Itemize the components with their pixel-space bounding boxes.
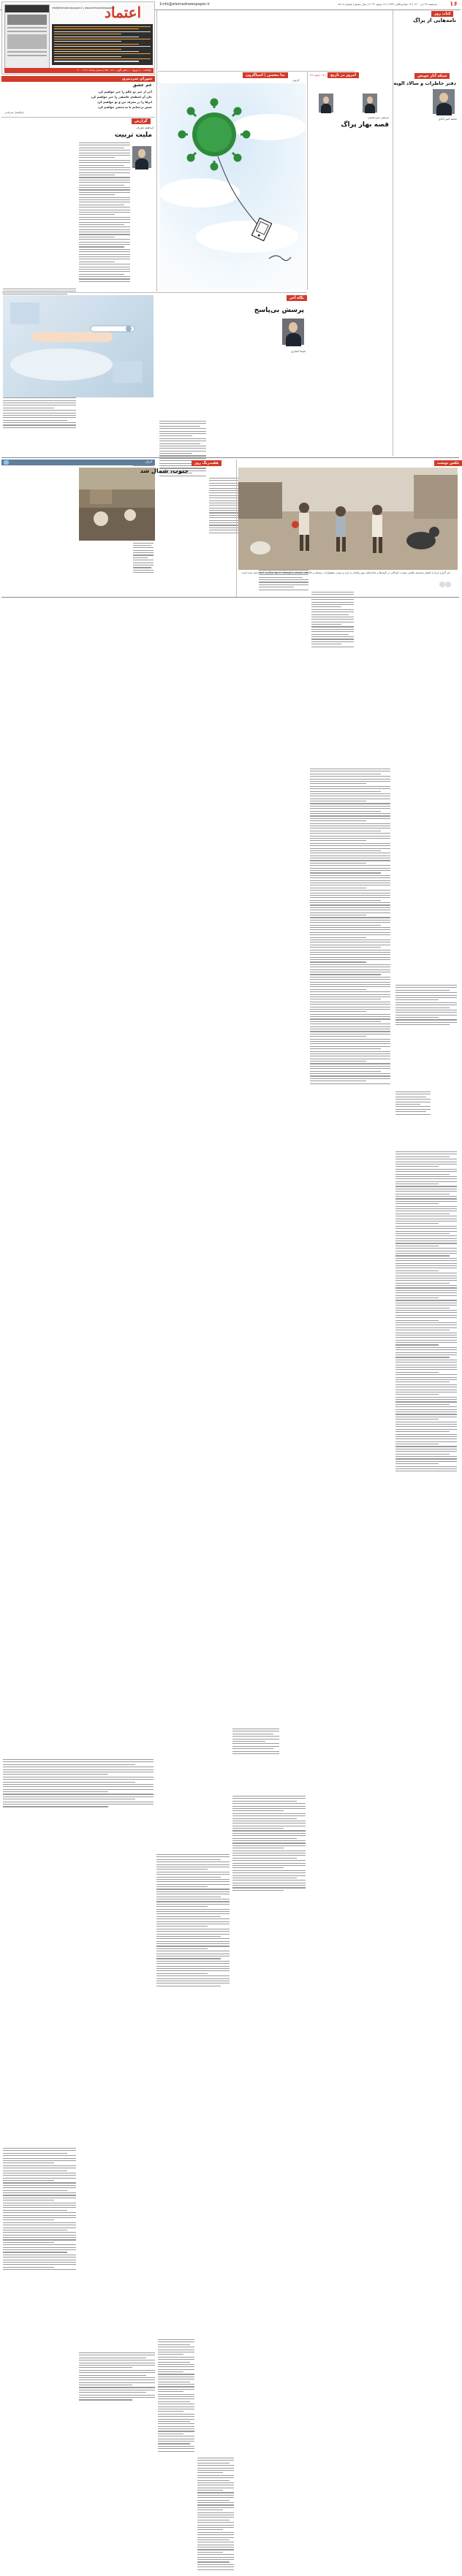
poem-title: غم عشق xyxy=(132,83,152,88)
medical-photo xyxy=(3,295,154,397)
question-body-2 xyxy=(232,1796,306,1895)
logo-block xyxy=(1,1,155,75)
staff-panel xyxy=(52,24,153,65)
section-tag-report: گزارش xyxy=(132,118,151,124)
children-photo xyxy=(238,468,458,570)
medical-scene xyxy=(3,295,154,397)
poem-line-2: جان آن لحظه‌ی عاشقی را خبر خواهیم کرد xyxy=(91,95,152,99)
question-byline: شیما انصاری xyxy=(290,349,306,353)
iran-body-1 xyxy=(3,2148,76,2276)
section-tag-book: کتاب روز xyxy=(431,11,453,17)
flood-scene xyxy=(79,468,155,541)
author-avatar-report xyxy=(132,146,151,168)
history-byline: مرتضی میرحسینی xyxy=(367,115,389,119)
children-running-scene xyxy=(238,468,458,570)
cartoon-image xyxy=(159,83,306,289)
diary-body-a xyxy=(395,1091,431,1118)
cartoon-caption: کارتون xyxy=(292,79,300,82)
section-tag-photo: عکس نوشت xyxy=(434,460,462,466)
staff-bar: شورای سردبیری xyxy=(1,76,155,82)
divider xyxy=(1,292,307,293)
section-tag-question: نگاه آخر xyxy=(287,295,307,301)
divider xyxy=(236,460,237,597)
poem-block xyxy=(1,82,155,117)
divider xyxy=(307,71,308,290)
newspaper-thumbnail xyxy=(4,4,50,70)
iran-section-bar xyxy=(1,460,155,465)
date-line: سه‌شنبه ۲۷ دی ۱۴۰۰ | ۱۲ جمادی‌الثانی ۱۴۴۳ | ۱۸ ژانویه ۲۰۲۲ | سال بیستم | شماره ۵۱۱۸ xyxy=(338,2,437,6)
contact-line: info@etemadnewspaper.ir | www.etemadnewspaper.ir xyxy=(52,7,116,9)
book-body xyxy=(395,985,457,1029)
footer-bar: چاپخانه: ... | توزیع: ... | تلفن آگهی: ۸۸۸۰۰۸۹۰ | شماره پیامک: ۳۰۰۰۱۲۱۲ xyxy=(4,68,154,73)
section-tag-cartoon: ندا محسن | اسپاگرون xyxy=(243,72,288,78)
diary-body-b xyxy=(395,1151,457,1482)
question-body-3 xyxy=(156,1854,230,1994)
author-avatar-question xyxy=(282,319,304,345)
author-avatar-history-1 xyxy=(363,94,377,113)
divider xyxy=(1,457,459,458)
south-body-1 xyxy=(158,2339,194,2458)
byline-report: ابراهیم عمران xyxy=(136,126,154,129)
diary-headline: دفتر خاطرات و سالاد الویه xyxy=(393,80,456,86)
south-headline: جنوب، شمال شد xyxy=(140,468,189,474)
history-body xyxy=(310,769,390,1090)
divider xyxy=(1,117,155,118)
report-body-col-1 xyxy=(79,142,130,289)
question-headline: پرسش بی‌پاسخ xyxy=(254,307,304,314)
poem-line-3: ابرها را در تصرف من و تو خواهیم کرد xyxy=(96,100,152,104)
center-left-body-4 xyxy=(311,592,354,649)
diary-byline: محمد امیر آبادی xyxy=(438,117,457,121)
divider xyxy=(158,71,355,72)
divider xyxy=(1,597,459,598)
medical-caption-lines xyxy=(3,1759,154,1812)
history-date: ۲۷ دی / ۱۷ ژانویه xyxy=(310,73,330,77)
south-body-2 xyxy=(197,2458,234,2576)
logo[interactable]: اعتماد xyxy=(105,4,142,21)
page-number: ۱۶ xyxy=(450,1,458,8)
section-tag-author: شبکه آثار خویش xyxy=(414,73,450,79)
divider xyxy=(156,10,157,291)
poem-line-4: عیش ترجمانم تا به محشر خواهیم کرد xyxy=(97,105,152,109)
poem-line-1: آخر از چیز دو عالم را خبر خواهیم کرد xyxy=(98,90,152,94)
section-tag-history: امروز در تاریخ xyxy=(327,72,359,78)
question-body-1 xyxy=(232,1729,279,1758)
photo-caption: خبر گزاری ایرنا به انتشار مجموعه عکسی نوشت: کودکانی در کوچه‌ها و خیابان‌های شهر زاهدان به بازی و دویدن مشغول‌اند، زمستان و خاک‌های سیستان و بلوچستان به تنها سرگرمی آن‌ها تبدیل شده است. xyxy=(241,571,450,574)
iran-body-2 xyxy=(79,2352,155,2405)
twitter-icon[interactable] xyxy=(4,460,9,465)
book-headline: نامه‌هایی از پراگ xyxy=(413,18,456,23)
history-headline: قصه بهار پراگ xyxy=(341,121,389,129)
poet-name: ابوالفضل ضرغامی xyxy=(4,111,24,114)
virus-kite-drawing xyxy=(159,83,306,289)
flood-photo xyxy=(79,468,155,541)
report-headline: ملیت تربیت xyxy=(114,132,152,139)
section-tag-south: هفت‌رنگ روز xyxy=(192,460,221,466)
site-url[interactable]: 1info@etemadnewspaper.ir xyxy=(159,2,210,7)
author-avatar-diary xyxy=(433,89,455,114)
author-avatar-history-2 xyxy=(319,94,333,113)
section-tag-iran: ایران xyxy=(145,460,152,464)
share-icon[interactable] xyxy=(439,579,452,589)
